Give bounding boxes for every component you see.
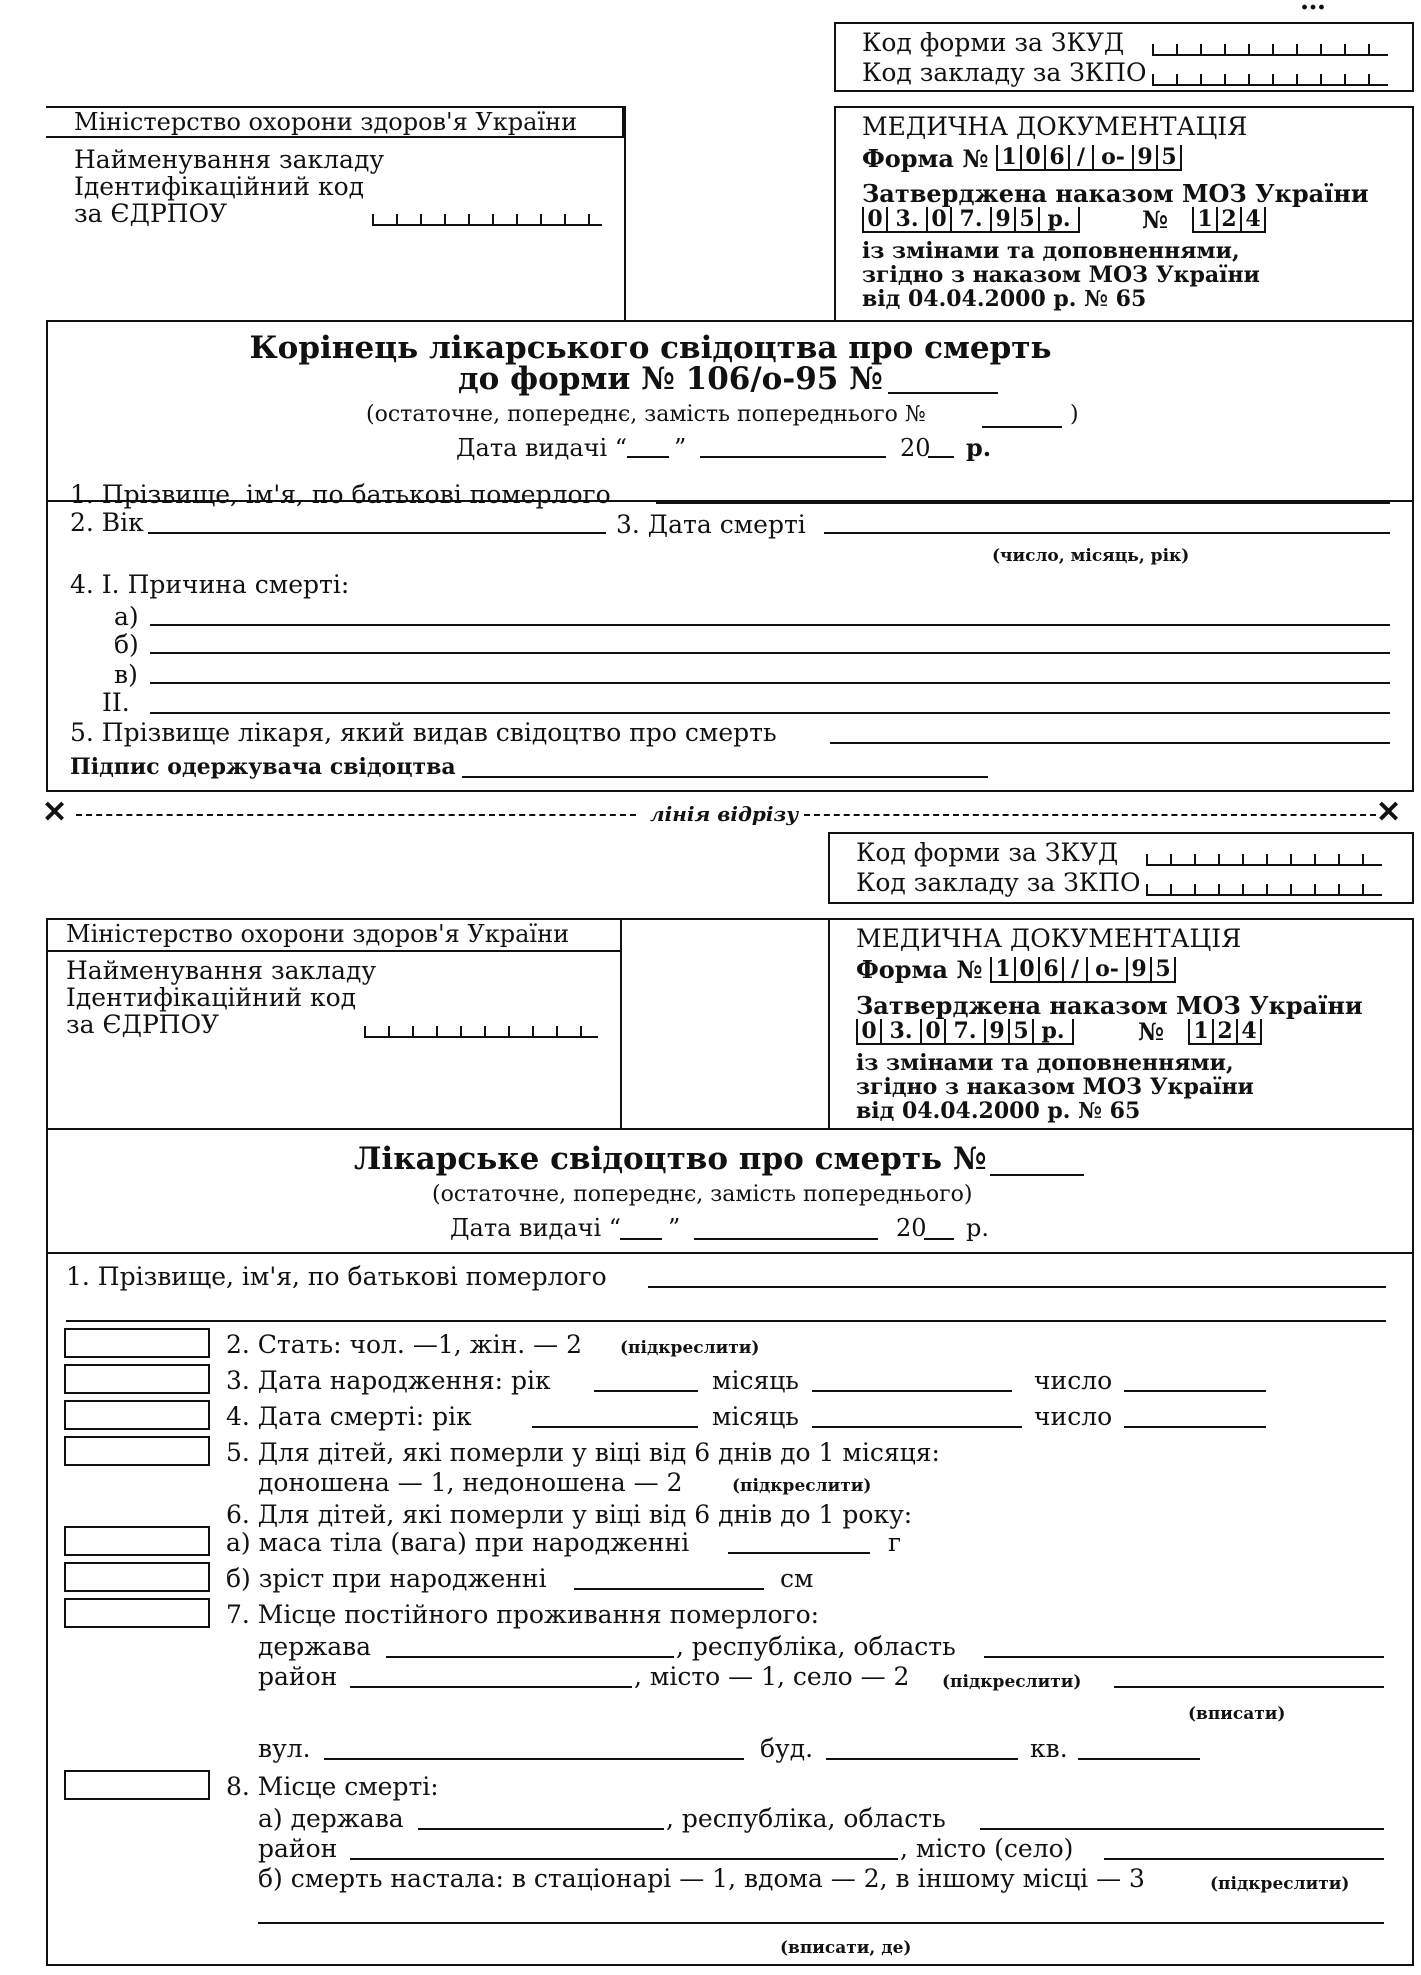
stub-item-1: 1. Прізвище, ім'я, по батькові померлого <box>70 480 611 509</box>
cert-item-2: 2. Стать: чол. —1, жін. — 2 <box>226 1330 583 1359</box>
certificate-issue-quote: ” <box>668 1214 681 1242</box>
cert-item-5-line-2: доношена — 1, недоношена — 2 <box>258 1468 683 1497</box>
amend-line-3-bottom: від 04.04.2000 р. № 65 <box>856 1098 1141 1124</box>
death-place-state-field[interactable] <box>418 1828 664 1830</box>
edrpou-label-bottom: за ЄДРПОУ <box>66 1010 220 1039</box>
birth-height-label: б) зріст при народженні <box>226 1564 547 1593</box>
code-box-birth-date[interactable] <box>64 1364 210 1394</box>
form-number-code: 1 0 6 / о- 9 5 <box>996 144 1182 171</box>
birth-height-field[interactable] <box>574 1588 764 1590</box>
residence-republic-label: , республіка, область <box>676 1632 956 1661</box>
certificate-issue-year: 20 <box>896 1214 927 1242</box>
residence-apartment-label: кв. <box>1030 1734 1068 1763</box>
stub-issue-month-field[interactable] <box>700 456 886 458</box>
stub-issue-year-field[interactable] <box>928 456 954 458</box>
stub-item-3: 3. Дата смерті <box>616 510 806 539</box>
residence-building-label: буд. <box>760 1734 814 1763</box>
residence-street-field[interactable] <box>324 1758 744 1760</box>
stub-cause-ii-label: II. <box>102 688 130 717</box>
edrpou-cells[interactable] <box>372 212 602 226</box>
certificate-number-field[interactable] <box>990 1174 1084 1176</box>
order-no-label-bottom: № <box>1138 1017 1165 1046</box>
birth-weight-field[interactable] <box>728 1552 870 1554</box>
medical-doc-heading-bottom: МЕДИЧНА ДОКУМЕНТАЦІЯ <box>856 924 1242 953</box>
approved-date-code: 0 3. 0 7. 9 5 р. <box>862 206 1080 233</box>
stub-age-field[interactable] <box>148 532 606 534</box>
cert-item-5-line-1: 5. Для дітей, які померли у віці від 6 днів до 1 місяця: <box>226 1438 940 1467</box>
residence-state-field[interactable] <box>386 1656 674 1658</box>
residence-district-label: район <box>258 1662 338 1691</box>
institution-name-label: Найменування закладу <box>74 145 385 174</box>
residence-region-field[interactable] <box>984 1656 1384 1658</box>
stub-recipient-signature-field[interactable] <box>462 776 988 778</box>
approved-label-bottom: Затверджена наказом МОЗ України <box>856 991 1363 1020</box>
edrpou-cells-bottom[interactable] <box>364 1024 598 1038</box>
cert-item-1: 1. Прізвище, ім'я, по батькові померлого <box>66 1262 607 1291</box>
stub-issue-day-field[interactable] <box>627 456 669 458</box>
death-place-state-label: а) держава <box>258 1804 404 1833</box>
medical-doc-heading: МЕДИЧНА ДОКУМЕНТАЦІЯ <box>862 112 1248 141</box>
stub-title-1: Корінець лікарського свідоцтва про смерть <box>249 330 1052 366</box>
residence-settlement-field[interactable] <box>1114 1686 1384 1688</box>
birth-month-label: місяць <box>712 1366 799 1395</box>
birth-year-field[interactable] <box>594 1390 698 1392</box>
ministry-divider-bottom <box>46 950 620 952</box>
residence-building-field[interactable] <box>826 1758 1018 1760</box>
death-year-field[interactable] <box>532 1426 698 1428</box>
institution-code-label: Код закладу за ЗКПО <box>862 58 1147 87</box>
form-code-label: Код форми за ЗКУД <box>862 28 1125 57</box>
stub-cause-ii-field[interactable] <box>150 712 1390 714</box>
birth-day-label: число <box>1034 1366 1113 1395</box>
stub-cause-b-field[interactable] <box>150 652 1390 654</box>
amend-line-1-bottom: із змінами та доповненнями, <box>856 1050 1234 1076</box>
title-bottom-line <box>46 1252 1414 1254</box>
form-code-label-bottom: Код форми за ЗКУД <box>856 838 1119 867</box>
stub-recipient-signature-label: Підпис одержувача свідоцтва <box>70 754 456 780</box>
amend-line-1: із змінами та доповненнями, <box>862 238 1240 264</box>
cut-line-right <box>804 814 1376 816</box>
cut-mark-right: ✕ <box>1376 795 1402 830</box>
code-box-height[interactable] <box>64 1562 210 1592</box>
stub-doctor-name-field[interactable] <box>830 742 1390 744</box>
residence-street-label: вул. <box>258 1734 311 1763</box>
header-divider <box>624 106 626 320</box>
birth-weight-unit: г <box>888 1528 902 1557</box>
death-place-district-label: район <box>258 1834 338 1863</box>
cert-item-4: 4. Дата смерті: рік <box>226 1402 472 1431</box>
stub-number-field[interactable] <box>888 392 998 394</box>
code-box-weight[interactable] <box>64 1526 210 1556</box>
code-box-sex[interactable] <box>64 1328 210 1358</box>
form-number-code-bottom: 1 0 6 / о- 9 5 <box>990 956 1176 983</box>
residence-apartment-field[interactable] <box>1078 1758 1200 1760</box>
stub-title-2: до форми № 106/о-95 № <box>458 361 883 397</box>
death-day-label: число <box>1034 1402 1113 1431</box>
corner-mark: … <box>1300 0 1326 16</box>
residence-state-label: держава <box>258 1632 372 1661</box>
approved-date-code-bottom: 0 3. 0 7. 9 5 р. <box>856 1018 1074 1045</box>
stub-cause-a-label: а) <box>114 602 139 631</box>
death-month-field[interactable] <box>812 1426 1022 1428</box>
death-place-write-where-hint: (вписати, де) <box>780 1938 912 1958</box>
birth-weight-label: а) маса тіла (вага) при народженні <box>226 1528 690 1557</box>
header-bottom-line <box>46 1128 1414 1130</box>
certificate-issue-date-label: Дата видачі “ <box>450 1214 622 1242</box>
term-underline-hint: (підкреслити) <box>732 1476 872 1496</box>
certificate-issue-month-field[interactable] <box>694 1238 878 1240</box>
id-code-label-bottom: Ідентифікаційний код <box>66 983 357 1012</box>
death-place-other-field[interactable] <box>258 1922 1384 1924</box>
code-box-death-place[interactable] <box>64 1770 210 1800</box>
death-place-region-field[interactable] <box>980 1828 1384 1830</box>
death-month-label: місяць <box>712 1402 799 1431</box>
code-box-death-date[interactable] <box>64 1400 210 1430</box>
stub-subtitle: (остаточне, попереднє, замість попереднього № <box>366 402 926 427</box>
stub-item-4: 4. І. Причина смерті: <box>70 570 350 599</box>
stub-issue-year: 20 <box>900 434 931 462</box>
institution-code-cells-bottom[interactable] <box>1146 882 1382 896</box>
order-no-code: 1 2 4 <box>1192 206 1266 233</box>
birth-month-field[interactable] <box>812 1390 1012 1392</box>
residence-district-field[interactable] <box>350 1686 632 1688</box>
stub-issue-r: р. <box>966 433 992 462</box>
death-day-field[interactable] <box>1124 1426 1266 1428</box>
stub-cause-v-label: в) <box>114 660 138 689</box>
header-divider-bottom-2 <box>828 918 830 1128</box>
stub-issue-date-label: Дата видачі “ <box>456 434 628 462</box>
birth-height-unit: см <box>780 1564 814 1593</box>
stub-cause-a-field[interactable] <box>150 624 1390 626</box>
order-no-label: № <box>1142 205 1169 234</box>
cert-item-3: 3. Дата народження: рік <box>226 1366 551 1395</box>
code-box-term[interactable] <box>64 1436 210 1466</box>
certificate-subtitle: (остаточне, попереднє, замість попереднього) <box>432 1182 973 1207</box>
stub-deceased-name-field[interactable] <box>656 502 1390 504</box>
cut-line-left <box>76 814 636 816</box>
stub-cause-v-field[interactable] <box>150 682 1390 684</box>
institution-name-label-bottom: Найменування закладу <box>66 956 377 985</box>
ministry-label: Міністерство охорони здоров'я України <box>74 108 578 136</box>
birth-day-field[interactable] <box>1124 1390 1266 1392</box>
institution-code-cells[interactable] <box>1152 72 1388 86</box>
certificate-issue-year-field[interactable] <box>924 1238 954 1240</box>
cert-deceased-name-field-2[interactable] <box>66 1320 1386 1322</box>
residence-settlement-type: , місто — 1, село — 2 <box>634 1662 910 1691</box>
stub-cause-b-label: б) <box>114 630 139 659</box>
stub-subtitle-close: ) <box>1070 402 1079 427</box>
cut-mark-left: ✕ <box>42 795 68 830</box>
code-box-residence[interactable] <box>64 1598 210 1628</box>
stub-death-date-field[interactable] <box>824 532 1390 534</box>
amend-line-3: від 04.04.2000 р. № 65 <box>862 286 1147 312</box>
stub-item-5: 5. Прізвище лікаря, який видав свідоцтво про смерть <box>70 718 777 747</box>
ministry-label-bottom: Міністерство охорони здоров'я України <box>66 920 570 948</box>
institution-code-label-bottom: Код закладу за ЗКПО <box>856 868 1141 897</box>
stub-prev-number-field[interactable] <box>982 426 1062 428</box>
cert-item-7: 7. Місце постійного проживання померлого: <box>226 1600 820 1629</box>
stub-death-date-hint: (число, місяць, рік) <box>992 546 1190 566</box>
header-divider-bottom-1 <box>620 918 622 1128</box>
certificate-issue-day-field[interactable] <box>620 1238 662 1240</box>
form-code-cells-bottom[interactable] <box>1146 852 1382 866</box>
stub-item-2: 2. Вік <box>70 508 144 537</box>
death-place-city-label: , місто (село) <box>900 1834 1074 1863</box>
death-place-district-field[interactable] <box>350 1858 898 1860</box>
amend-line-2: згідно з наказом МОЗ України <box>862 262 1260 288</box>
death-place-where-label: б) смерть настала: в стаціонарі — 1, вдома — 2, в іншому місці — 3 <box>258 1864 1145 1893</box>
amend-line-2-bottom: згідно з наказом МОЗ України <box>856 1074 1254 1100</box>
cert-item-8: 8. Місце смерті: <box>226 1772 439 1801</box>
death-place-city-field[interactable] <box>1104 1858 1384 1860</box>
form-number-label: Форма № <box>862 144 989 173</box>
approved-label: Затверджена наказом МОЗ України <box>862 179 1369 208</box>
edrpou-label: за ЄДРПОУ <box>74 199 228 228</box>
cert-deceased-name-field[interactable] <box>648 1286 1386 1288</box>
form-code-cells[interactable] <box>1152 42 1388 56</box>
order-no-code-bottom: 1 2 4 <box>1188 1018 1262 1045</box>
stub-issue-quote: ” <box>674 434 687 462</box>
cut-line-label: лінія відрізу <box>650 802 799 826</box>
certificate-title: Лікарське свідоцтво про смерть № <box>354 1141 987 1177</box>
death-place-republic-label: , республіка, область <box>666 1804 946 1833</box>
form-number-label-bottom: Форма № <box>856 955 983 984</box>
death-place-underline-hint: (підкреслити) <box>1210 1874 1350 1894</box>
cert-item-6: 6. Для дітей, які померли у віці від 6 днів до 1 року: <box>226 1500 913 1529</box>
id-code-label: Ідентифікаційний код <box>74 172 365 201</box>
certificate-issue-r: р. <box>966 1214 989 1242</box>
sex-underline-hint: (підкреслити) <box>620 1338 760 1358</box>
residence-underline-hint: (підкреслити) <box>942 1672 1082 1692</box>
residence-write-in-hint: (вписати) <box>1188 1704 1286 1724</box>
